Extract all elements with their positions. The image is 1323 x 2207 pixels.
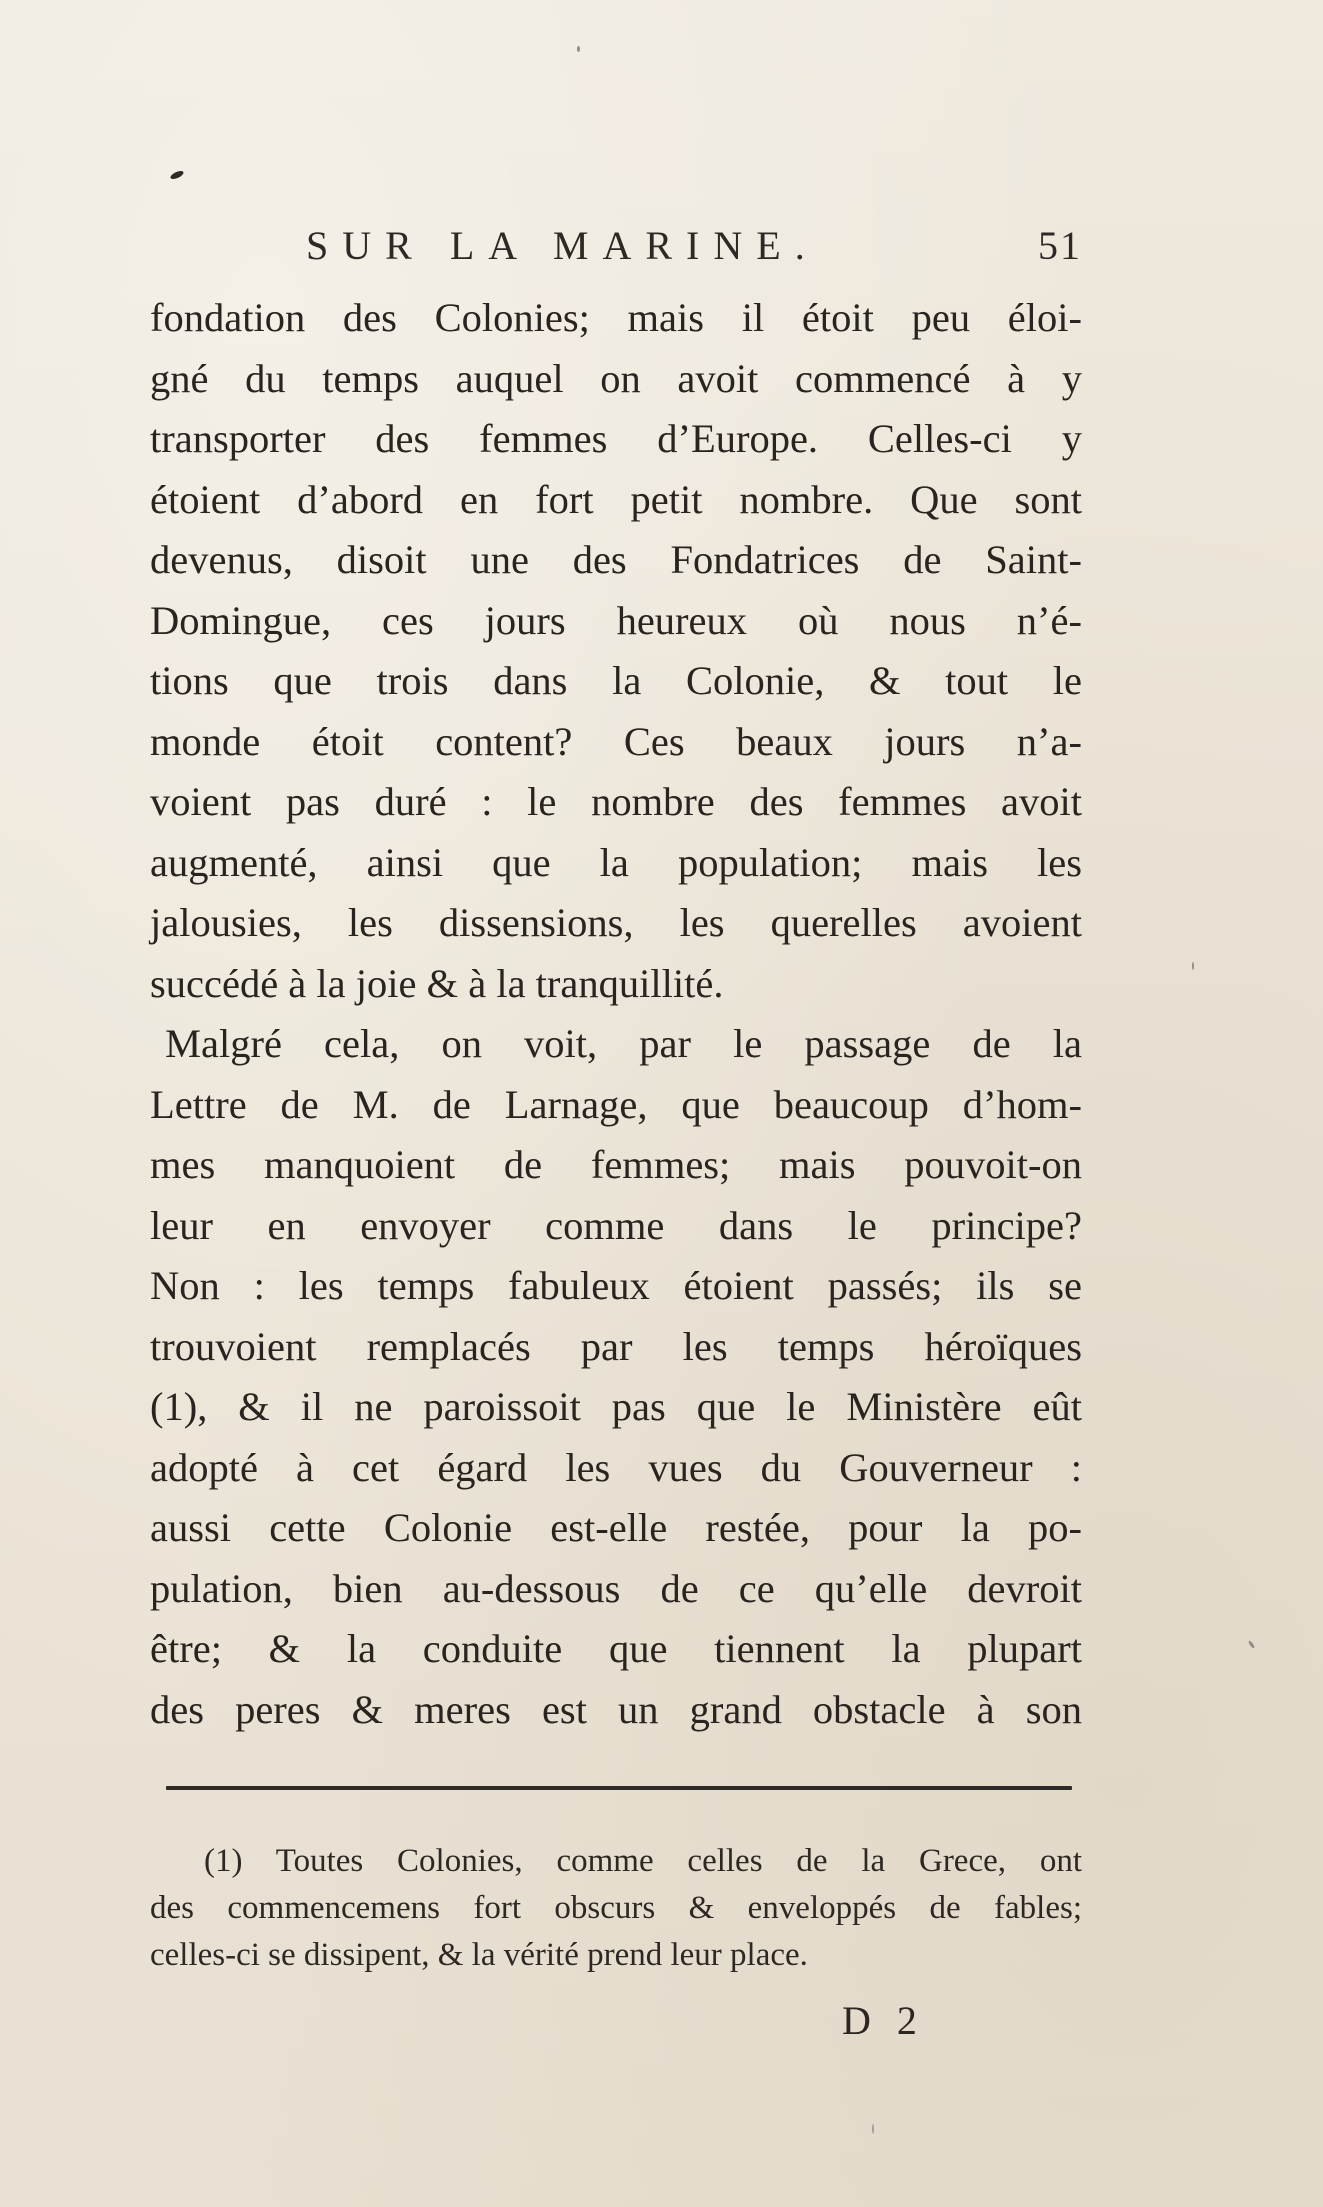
running-head (306, 222, 1082, 282)
text-line: Lettre de M. de Larnage, que beaucoup d’hom- (150, 1081, 1082, 1127)
text-line: aussi cette Colonie est-elle restée, pour la po- (150, 1505, 1082, 1550)
ink-speck (577, 46, 580, 52)
footnote (150, 1838, 1082, 1979)
text-line: Non : les temps fabuleux étoient passés; ils se (150, 1263, 1082, 1308)
text-line: gné du temps auquel on avoit commencé à y (150, 355, 1082, 401)
text-line: fondation des Colonies; mais il étoit peu éloi- (150, 295, 1082, 340)
main-text (150, 288, 1082, 1740)
text-line: (1), & il ne paroissoit pas que le Ministère eût (150, 1384, 1082, 1429)
text-line: des peres & meres est un grand obstacle à son (150, 1686, 1082, 1732)
ink-speck (169, 169, 184, 180)
text-line: trouvoient remplacés par les temps héroïques (150, 1323, 1082, 1369)
text-line: jalousies, les dissensions, les querelles avoient (150, 900, 1082, 945)
ink-speck (1248, 1640, 1256, 1649)
text-line: voient pas duré : le nombre des femmes avoit (150, 779, 1082, 824)
text-line: leur en envoyer comme dans le principe? (150, 1202, 1082, 1248)
page-number: 51 (1038, 223, 1082, 268)
text-line: Domingue, ces jours heureux où nous n’é- (150, 597, 1082, 643)
text-line: transporter des femmes d’Europe. Celles-ci y (150, 416, 1082, 461)
text-line: tions que trois dans la Colonie, & tout le (150, 658, 1082, 703)
footnote-line: (1) Toutes Colonies, comme celles de la Grece, ont (204, 1843, 1082, 1879)
text-line: pulation, bien au-dessous de ce qu’elle devroit (150, 1565, 1082, 1611)
text-line: être; & la conduite que tiennent la plupart (150, 1626, 1082, 1671)
footnote-line: celles-ci se dissipent, & la vérité prend leur place. (150, 1937, 808, 1973)
signature-mark: D 2 (842, 1998, 925, 2043)
ink-speck (1192, 962, 1194, 970)
text-line: succédé à la joie & à la tranquillité. (150, 960, 724, 1006)
footnote-line: des commencemens fort obscurs & enveloppés de fables; (150, 1890, 1082, 1926)
running-head-title: SUR LA MARINE. (306, 223, 819, 268)
text-line: monde étoit content? Ces beaux jours n’a- (150, 718, 1082, 764)
footnote-rule (166, 1786, 1072, 1790)
text-line: étoient d’abord en fort petit nombre. Que sont (150, 476, 1082, 522)
ink-speck (872, 2124, 874, 2134)
text-line: mes manquoient de femmes; mais pouvoit-on (150, 1142, 1082, 1187)
text-line: augmenté, ainsi que la population; mais les (150, 839, 1082, 885)
text-line: devenus, disoit une des Fondatrices de Saint- (150, 537, 1082, 582)
text-line: Malgré cela, on voit, par le passage de la (165, 1021, 1082, 1066)
text-line: adopté à cet égard les vues du Gouverneur : (150, 1444, 1082, 1490)
